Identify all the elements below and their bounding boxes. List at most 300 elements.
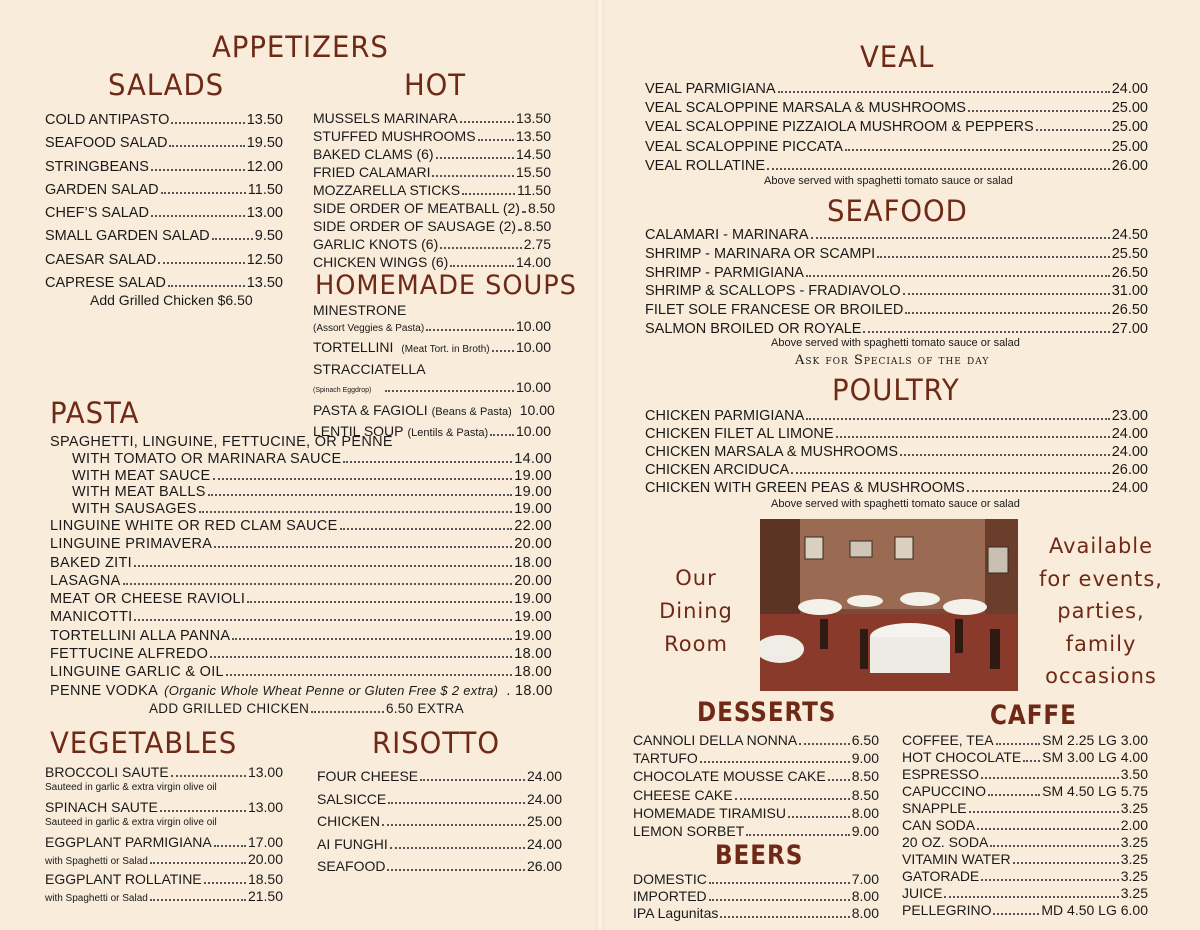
dot-leader xyxy=(171,122,244,124)
item-price: 18.00 xyxy=(514,554,552,571)
menu-item xyxy=(45,132,283,155)
item-name: STRINGBEANS xyxy=(45,158,149,175)
dot-leader xyxy=(996,743,1041,745)
dot-leader xyxy=(969,811,1119,813)
menu-item xyxy=(902,800,1148,817)
dot-leader xyxy=(208,494,513,496)
item-name: CHICKEN MARSALA & MUSHROOMS xyxy=(645,444,898,461)
item-description: with Spaghetti or Salad xyxy=(45,856,148,867)
menu-item xyxy=(633,822,879,840)
dot-leader xyxy=(151,169,245,171)
dot-leader xyxy=(522,211,526,213)
soup-description: (Lentils & Pasta) xyxy=(407,427,489,439)
item-name: CHICKEN FILET AL LIMONE xyxy=(645,426,834,443)
item-price: 7.00 xyxy=(851,871,879,887)
item-name: LINGUINE GARLIC & OIL xyxy=(50,664,224,681)
dot-leader xyxy=(161,192,246,194)
dot-leader xyxy=(385,390,514,392)
item-name: CHOCOLATE MOUSSE CAKE xyxy=(633,768,826,785)
item-price: 20.00 xyxy=(514,536,552,553)
item-price: 26.00 xyxy=(1111,462,1148,479)
dot-leader xyxy=(462,193,515,195)
item-price: 3.25 xyxy=(1120,851,1148,867)
dot-leader xyxy=(492,350,514,352)
menu-item xyxy=(902,902,1148,919)
pasta-item-penne-vodka xyxy=(50,682,552,700)
item-name: MUSSELS MARINARA xyxy=(313,110,458,126)
item-price: 6.50 xyxy=(851,732,879,748)
item-name: SEAFOOD xyxy=(317,858,386,874)
events-caption xyxy=(1036,530,1166,693)
item-price: 18.00 xyxy=(514,646,552,663)
salads-note: Add Grilled Chicken $6.50 xyxy=(90,292,253,308)
dot-leader xyxy=(151,215,245,217)
dot-leader xyxy=(806,418,1109,420)
menu-item xyxy=(633,871,879,888)
menu-item xyxy=(313,163,551,181)
item-name: SIDE ORDER OF SAUSAGE (2) xyxy=(313,218,517,234)
homemade-soups-heading: HOMEMADE SOUPS xyxy=(315,270,577,301)
item-price: 2.75 xyxy=(523,236,551,252)
item-price: 9.00 xyxy=(851,750,879,767)
item-name: GARDEN SALAD xyxy=(45,181,159,198)
item-price: 13.50 xyxy=(515,110,551,126)
menu-item xyxy=(50,645,552,663)
item-name: 20 OZ. SODA xyxy=(902,834,989,850)
menu-item xyxy=(72,501,552,518)
item-name: HOMEMADE TIRAMISU xyxy=(633,804,786,821)
dining-room-photo xyxy=(760,519,1018,691)
item-price: SM 3.00 LG 4.00 xyxy=(1042,749,1148,765)
item-price: 14.50 xyxy=(515,146,551,162)
item-name: WITH SAUSAGES xyxy=(72,500,197,517)
item-description: with Spaghetti or Salad xyxy=(45,893,148,904)
soup-description: (Spinach Eggdrop) xyxy=(313,387,372,394)
dot-leader xyxy=(214,546,512,548)
menu-item xyxy=(902,885,1148,902)
vegetables-list xyxy=(45,764,283,907)
item-price: 3.50 xyxy=(1120,766,1148,782)
dot-leader xyxy=(981,777,1119,779)
dot-leader xyxy=(981,879,1118,881)
item-name: PELLEGRINO xyxy=(902,902,992,918)
item-name: CANNOLI DELLA NONNA xyxy=(633,732,798,748)
menu-item xyxy=(317,810,562,833)
veg-item xyxy=(45,764,283,781)
item-price: 26.50 xyxy=(1111,302,1148,319)
menu-item xyxy=(313,109,551,127)
item-name: TORTELLINI ALLA PANNA xyxy=(50,627,231,644)
caption-line: Dining xyxy=(659,599,733,623)
item-price: 11.50 xyxy=(517,182,551,198)
item-price: 19.00 xyxy=(514,609,552,626)
dot-leader xyxy=(212,238,253,240)
item-price: 26.50 xyxy=(1111,264,1148,281)
dining-room-caption xyxy=(650,562,742,661)
item-price: 19.00 xyxy=(514,627,552,644)
dot-leader xyxy=(903,293,1110,295)
caption-line: family xyxy=(1065,631,1137,656)
dot-leader xyxy=(134,565,512,567)
item-name: VITAMIN WATER xyxy=(902,851,1011,867)
pasta-add-chicken xyxy=(149,700,464,718)
soup-name: PASTA & FAGIOLI xyxy=(313,402,428,418)
dot-leader xyxy=(799,743,850,745)
item-price: 24.00 xyxy=(1111,480,1148,497)
menu-item xyxy=(645,461,1148,479)
soup-stracciatella xyxy=(313,360,551,378)
dot-leader xyxy=(420,779,525,781)
item-price: 25.00 xyxy=(1111,138,1148,155)
menu-item xyxy=(50,663,552,681)
item-name: SHRIMP - PARMIGIANA xyxy=(645,264,804,281)
item-price: 31.00 xyxy=(1111,283,1148,300)
item-name: PENNE VODKA xyxy=(50,682,159,699)
menu-item xyxy=(633,905,879,922)
item-price: 17.00 xyxy=(247,834,283,850)
menu-item xyxy=(313,217,551,235)
item-price: 13.50 xyxy=(515,128,551,144)
soup-price: 10.00 xyxy=(515,318,551,334)
item-name: BAKED CLAMS (6) xyxy=(313,146,434,162)
menu-item xyxy=(45,225,283,248)
item-price: 3.25 xyxy=(1120,868,1148,884)
item-price: 6.50 EXTRA xyxy=(385,700,464,716)
poultry-list xyxy=(645,407,1148,497)
veg-item xyxy=(45,799,283,816)
item-price: 3.25 xyxy=(1120,885,1148,901)
item-name: LINGUINE PRIMAVERA xyxy=(50,536,213,553)
menu-item xyxy=(645,80,1148,99)
item-price: 24.00 xyxy=(526,835,562,852)
salads-list xyxy=(45,109,283,295)
item-price: 3.25 xyxy=(1120,800,1148,816)
menu-item xyxy=(45,156,283,179)
item-price: 8.00 xyxy=(851,888,879,904)
item-name: LEMON SORBET xyxy=(633,823,745,840)
dot-leader xyxy=(436,157,514,159)
soup-name: TORTELLINI xyxy=(313,339,394,355)
menu-item xyxy=(645,301,1148,320)
item-name: CALAMARI - MARINARA xyxy=(645,227,809,243)
menu-item xyxy=(645,157,1148,176)
menu-item xyxy=(313,253,551,271)
item-name: BAKED ZITI xyxy=(50,554,132,571)
caffe-heading: CAFFE xyxy=(990,700,1077,731)
veal-note: Above served with spaghetti tomato sauce or salad xyxy=(764,175,1013,187)
item-price: 20.00 xyxy=(514,572,552,589)
item-name: CHEF’S SALAD xyxy=(45,205,149,222)
menu-item xyxy=(72,451,552,468)
veal-heading: VEAL xyxy=(860,40,935,74)
soup-fagioli xyxy=(313,400,555,422)
item-price: 25.50 xyxy=(1111,245,1148,262)
item-name: SPINACH SAUTE xyxy=(45,799,158,815)
dot-leader xyxy=(171,775,246,777)
soup-tortellini xyxy=(313,337,551,360)
vegetables-heading: VEGETABLES xyxy=(50,726,238,760)
item-name: VEAL PARMIGIANA xyxy=(645,81,776,97)
soup-stracciatella-detail xyxy=(313,378,551,400)
item-name: SHRIMP - MARINARA OR SCAMPI xyxy=(645,245,876,262)
item-price: 24.00 xyxy=(1111,81,1148,97)
item-name: CAN SODA xyxy=(902,817,976,833)
item-price: 9.50 xyxy=(254,228,283,245)
item-name: MOZZARELLA STICKS xyxy=(313,182,461,198)
menu-item xyxy=(72,484,552,501)
item-name: SIDE ORDER OF MEATBALL (2) xyxy=(313,200,520,216)
menu-item xyxy=(902,766,1148,783)
item-price: 18.50 xyxy=(247,871,283,887)
item-name: CHEESE CAKE xyxy=(633,786,733,803)
soup-name: LENTIL SOUP xyxy=(313,423,404,439)
item-price: 22.00 xyxy=(514,518,552,534)
item-name: EGGPLANT PARMIGIANA xyxy=(45,834,212,850)
menu-item xyxy=(50,517,552,535)
menu-item xyxy=(645,99,1148,118)
dot-leader xyxy=(735,798,850,800)
item-price: 24.00 xyxy=(1111,426,1148,443)
dot-leader xyxy=(811,237,1110,239)
dot-leader xyxy=(169,145,244,147)
item-price: 13.00 xyxy=(247,799,283,815)
item-name: CAPRESE SALAD xyxy=(45,275,166,292)
item-name: GATORADE xyxy=(902,868,980,884)
menu-item xyxy=(633,749,879,767)
item-price: 26.00 xyxy=(1111,157,1148,174)
menu-item xyxy=(645,282,1148,301)
item-name: SNAPPLE xyxy=(902,800,967,816)
item-name: VEAL SCALOPPINE MARSALA & MUSHROOMS xyxy=(645,100,966,117)
item-price: 8.50 xyxy=(851,786,879,803)
item-name: SEAFOOD SALAD xyxy=(45,135,168,152)
item-name: ESPRESSO xyxy=(902,766,980,782)
dot-leader xyxy=(709,899,850,901)
menu-item xyxy=(902,834,1148,851)
dot-leader xyxy=(382,824,525,826)
dot-leader xyxy=(311,711,384,713)
dot-leader xyxy=(767,168,1110,170)
dot-leader xyxy=(700,761,850,763)
soup-description: (Meat Tort. in Broth) xyxy=(401,344,490,355)
item-name: STUFFED MUSHROOMS xyxy=(313,128,476,144)
dot-leader xyxy=(247,601,512,603)
menu-item xyxy=(645,226,1148,245)
dot-leader xyxy=(1013,862,1119,864)
menu-item xyxy=(645,425,1148,443)
item-note: (Organic Whole Wheat Penne or Gluten Free $ 2 extra) xyxy=(164,682,499,698)
item-price: 9.00 xyxy=(851,823,879,840)
dot-leader xyxy=(150,899,246,901)
dot-leader xyxy=(1036,129,1110,131)
soups-list xyxy=(313,302,555,442)
dot-leader xyxy=(123,583,513,585)
menu-item xyxy=(50,590,552,608)
item-description: Sauteed in garlic & extra virgin olive oil xyxy=(45,782,217,793)
dot-leader xyxy=(226,674,512,676)
menu-item xyxy=(313,199,556,217)
dot-leader xyxy=(993,913,1039,915)
item-price: 25.00 xyxy=(1111,100,1148,117)
item-price: 12.50 xyxy=(246,251,283,268)
caption-line: occasions xyxy=(1045,664,1157,688)
item-name: LASAGNA xyxy=(50,572,121,589)
menu-right-page xyxy=(600,0,1200,930)
menu-item xyxy=(645,264,1148,283)
pasta-list xyxy=(50,434,552,718)
soup-name: STRACCIATELLA xyxy=(313,361,426,377)
seafood-note: Above served with spaghetti tomato sauce or salad xyxy=(771,337,1020,349)
dot-leader xyxy=(168,285,245,287)
item-price: 8.50 xyxy=(527,200,556,216)
item-name: LINGUINE WHITE OR RED CLAM SAUCE xyxy=(50,518,338,534)
dot-leader xyxy=(432,175,513,177)
salads-heading: SALADS xyxy=(108,68,225,102)
dot-leader xyxy=(778,91,1110,93)
dot-leader xyxy=(968,110,1110,112)
dot-leader xyxy=(977,828,1119,830)
menu-item xyxy=(45,249,283,272)
menu-item xyxy=(50,535,552,553)
item-name: MANICOTTI xyxy=(50,609,133,626)
dot-leader xyxy=(204,882,246,884)
item-name: CHICKEN ARCIDUCA xyxy=(645,462,790,479)
dot-leader xyxy=(806,275,1110,277)
dot-leader xyxy=(388,802,525,804)
dot-leader xyxy=(160,810,246,812)
item-price: 25.00 xyxy=(1111,119,1148,136)
item-price: 19.50 xyxy=(246,135,283,152)
menu-item xyxy=(902,732,1148,749)
menu-item xyxy=(72,468,552,485)
soup-description: (Assort Veggies & Pasta) xyxy=(313,323,425,334)
hot-heading: HOT xyxy=(404,68,467,102)
veg-item-option xyxy=(45,888,283,907)
item-name: IMPORTED xyxy=(633,888,707,904)
item-name: CHICKEN WINGS (6) xyxy=(313,254,449,270)
dot-leader xyxy=(1023,760,1040,762)
item-name: GARLIC KNOTS (6) xyxy=(313,236,439,252)
item-name: COLD ANTIPASTO xyxy=(45,112,170,128)
dot-leader xyxy=(720,916,849,918)
beers-heading: BEERS xyxy=(715,840,804,871)
dot-leader xyxy=(150,862,246,864)
menu-item xyxy=(633,731,879,749)
caption-line: Available xyxy=(1048,534,1154,558)
soup-price: 10.00 xyxy=(515,423,551,439)
dot-leader xyxy=(988,794,1040,796)
item-price: 8.50 xyxy=(851,768,879,785)
item-name: VEAL SCALOPPINE PICCATA xyxy=(645,138,843,155)
menu-item xyxy=(633,767,879,785)
item-price: . 18.00 xyxy=(506,682,553,699)
item-price: 12.00 xyxy=(246,158,283,175)
menu-item xyxy=(317,765,562,788)
item-price: MD 4.50 LG 6.00 xyxy=(1041,902,1148,918)
caption-line: Our xyxy=(675,566,717,590)
item-price: 19.00 xyxy=(514,591,552,608)
item-price: 13.50 xyxy=(246,112,283,128)
item-price: 19.00 xyxy=(514,467,552,484)
beers-list xyxy=(633,871,879,922)
item-name: IPA Lagunitas xyxy=(633,905,719,921)
item-name: ADD GRILLED CHICKEN xyxy=(149,700,310,716)
seafood-list xyxy=(645,226,1148,339)
pasta-dishes xyxy=(50,517,552,682)
item-name: VEAL ROLLATINE xyxy=(645,157,766,174)
soup-minestrone xyxy=(313,302,551,318)
item-price: 3.25 xyxy=(1120,834,1148,850)
menu-item xyxy=(645,479,1148,497)
menu-item xyxy=(645,118,1148,137)
item-name: FOUR CHEESE xyxy=(317,768,419,784)
caption-line: Room xyxy=(664,632,728,656)
menu-item xyxy=(317,833,562,856)
caption-line: parties, xyxy=(1057,599,1145,623)
dot-leader xyxy=(990,845,1118,847)
veg-item-option xyxy=(45,851,283,870)
dot-leader xyxy=(214,845,246,847)
item-name: DOMESTIC xyxy=(633,871,707,887)
menu-item xyxy=(313,145,551,163)
menu-item xyxy=(902,817,1148,834)
risotto-heading: RISOTTO xyxy=(372,726,500,760)
dot-leader xyxy=(390,847,525,849)
item-price: 13.00 xyxy=(246,205,283,222)
item-name: CHICKEN PARMIGIANA xyxy=(645,408,805,424)
item-name: SALMON BROILED OR ROYALE xyxy=(645,320,862,337)
item-name: FETTUCINE ALFREDO xyxy=(50,646,209,663)
hot-appetizers-list xyxy=(313,109,556,271)
desserts-heading: DESSERTS xyxy=(697,697,837,728)
dot-leader xyxy=(845,149,1110,151)
menu-item xyxy=(633,804,879,822)
item-name: CHICKEN xyxy=(317,813,381,829)
item-name: SMALL GARDEN SALAD xyxy=(45,228,210,245)
item-price: 18.00 xyxy=(514,664,552,681)
menu-item xyxy=(313,181,551,199)
poultry-heading: POULTRY xyxy=(832,373,960,407)
item-name: SHRIMP & SCALLOPS - FRADIAVOLO xyxy=(645,283,901,300)
dot-leader xyxy=(905,312,1109,314)
menu-item xyxy=(45,202,283,225)
menu-item xyxy=(902,749,1148,766)
dot-leader xyxy=(863,331,1109,333)
dot-leader xyxy=(791,472,1109,474)
dot-leader xyxy=(343,461,512,463)
item-price: 13.50 xyxy=(246,275,283,292)
item-name: AI FUNGHI xyxy=(317,835,388,852)
item-name: CAESAR SALAD xyxy=(45,251,157,268)
item-name: TARTUFO xyxy=(633,750,698,767)
item-price: 2.00 xyxy=(1120,817,1148,833)
item-price: 14.00 xyxy=(515,254,551,270)
item-name: MEAT OR CHEESE RAVIOLI xyxy=(50,591,246,608)
menu-item xyxy=(50,627,552,645)
item-name: SALSICCE xyxy=(317,790,387,807)
menu-item xyxy=(50,554,552,572)
appetizers-heading: APPETIZERS xyxy=(212,30,389,64)
dot-leader xyxy=(828,779,850,781)
item-name: CHICKEN WITH GREEN PEAS & MUSHROOMS xyxy=(645,480,965,497)
item-name: VEAL SCALOPPINE PIZZAIOLA MUSHROOM & PEPPERS xyxy=(645,119,1034,136)
soup-description: (Beans & Pasta) xyxy=(431,406,512,418)
item-price: 26.00 xyxy=(526,858,562,874)
menu-item xyxy=(645,443,1148,461)
dot-leader xyxy=(460,121,514,123)
item-price: 19.00 xyxy=(514,500,552,517)
item-price: 13.00 xyxy=(247,764,283,780)
